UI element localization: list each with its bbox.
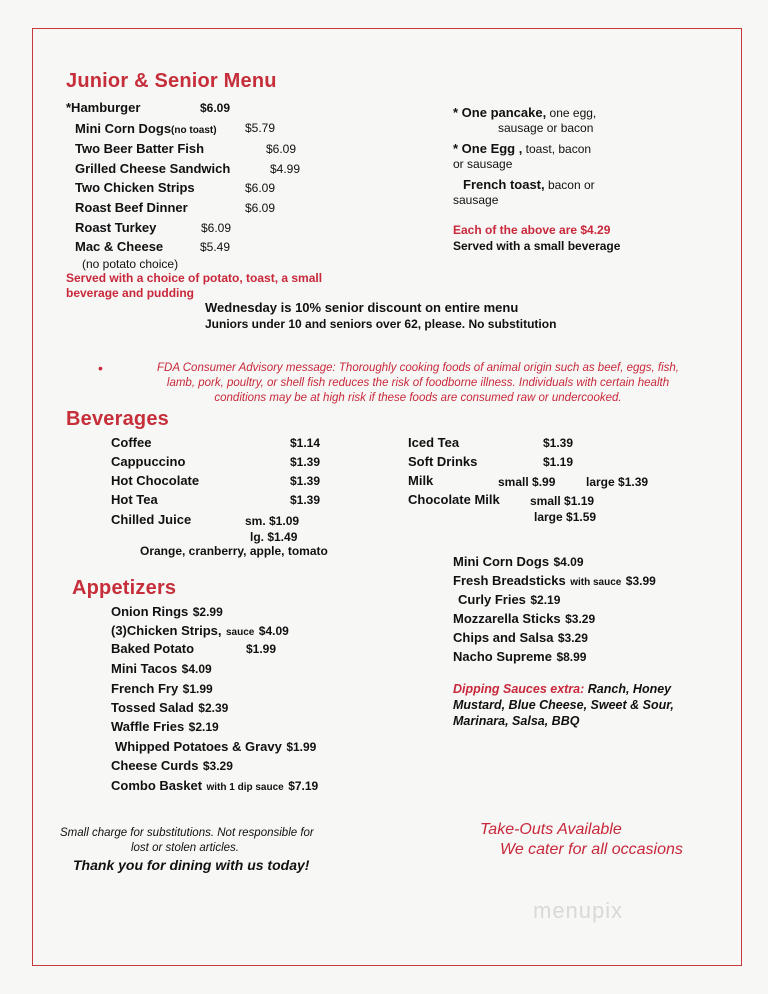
milk-large-price: large $1.39 — [586, 475, 649, 489]
menu-item: Mac & Cheese — [75, 239, 164, 254]
served-note-2: beverage and pudding — [66, 286, 195, 300]
appetizer-name: Curly Fries — [458, 592, 526, 607]
takeout-notice: Take-Outs Available — [480, 821, 622, 838]
menu-item-price: $6.09 — [200, 101, 231, 115]
dipping-sauces-list-1: Ranch, Honey — [584, 682, 672, 696]
dipping-sauces-label: Dipping Sauces extra: — [453, 682, 585, 696]
fda-bullet: • — [98, 360, 103, 376]
appetizer-price: $1.99 — [286, 740, 317, 754]
appetizer-name: (3)Chicken Strips, — [111, 623, 222, 638]
french-toast-name: French toast, — [463, 177, 545, 192]
appetizer-price: $3.29 — [557, 631, 588, 645]
appetizer-price: $7.19 — [288, 779, 319, 793]
substitution-note-2: lost or stolen articles. — [130, 842, 239, 854]
appetizer-item — [111, 680, 213, 698]
pancake-name: * One pancake, — [453, 105, 547, 120]
fda-line-1: FDA Consumer Advisory message: Thoroughly cooking foods of animal origin such as beef, eggs, fish, — [156, 362, 679, 374]
discount-line-1: Wednesday is 10% senior discount on entire menu — [205, 300, 519, 315]
menu-item-price: $6.09 — [201, 221, 232, 235]
iced-tea-price: $1.39 — [543, 436, 574, 450]
appetizer-name: Combo Basket — [111, 778, 203, 793]
appetizer-price: $4.09 — [181, 662, 212, 676]
appetizer-price: $2.39 — [198, 701, 229, 715]
juice-item: Chilled Juice — [111, 512, 192, 527]
mac-note: (no potato choice) — [82, 257, 179, 271]
appetizers-title: Appetizers — [72, 577, 177, 599]
served-note-1: Served with a choice of potato, toast, a small — [66, 271, 323, 285]
menu-item — [75, 120, 217, 138]
menu-item: *Hamburger — [66, 100, 141, 115]
beverage-price: $1.14 — [290, 436, 321, 450]
menu-item-price: $5.49 — [200, 240, 231, 254]
appetizer-item — [111, 660, 212, 678]
appetizer-name: Tossed Salad — [111, 700, 194, 715]
menu-item-price: $6.09 — [245, 201, 276, 215]
catering-notice: We cater for all occasions — [500, 841, 683, 858]
milk-small-price: small $.99 — [498, 475, 556, 489]
menu-item-note: (no toast) — [171, 125, 217, 136]
appetizer-price: $4.09 — [258, 624, 289, 638]
dipping-sauces-list-2: Mustard, Blue Cheese, Sweet & Sour, — [453, 698, 674, 712]
substitution-note-1: Small charge for substitutions. Not responsible for — [60, 827, 314, 839]
appetizer-price: $2.19 — [188, 720, 219, 734]
appetizer-note: sauce — [225, 627, 255, 638]
egg-desc: toast, bacon — [522, 142, 592, 156]
discount-line-2: Juniors under 10 and seniors over 62, please. No substitution — [205, 317, 557, 331]
right-appetizer-item — [453, 553, 584, 571]
right-appetizer-item — [453, 610, 595, 628]
appetizer-price: $1.99 — [246, 642, 277, 656]
thank-you: Thank you for dining with us today! — [73, 857, 310, 873]
chocolate-milk-small-price: small $1.19 — [530, 494, 595, 508]
fda-line-2: lamb, pork, poultry, or shell fish reduces the risk of foodborne illness. Individuals with certain health — [166, 377, 670, 389]
appetizer-name: Cheese Curds — [111, 758, 199, 773]
beverage-price: $1.39 — [290, 493, 321, 507]
substitution-note — [60, 826, 314, 856]
appetizer-item — [111, 622, 289, 640]
appetizer-item — [111, 603, 223, 621]
appetizer-item — [115, 738, 316, 756]
appetizer-item: Baked Potato — [111, 641, 195, 656]
soft-drinks-price: $1.19 — [543, 455, 574, 469]
menu-item: Grilled Cheese Sandwich — [75, 161, 231, 176]
appetizer-price: $1.99 — [182, 682, 213, 696]
appetizer-price: $3.99 — [625, 574, 656, 588]
juice-flavors: Orange, cranberry, apple, tomato — [140, 544, 328, 558]
egg-desc-2: or sausage — [453, 157, 513, 171]
appetizer-item — [111, 777, 318, 795]
iced-tea-item: Iced Tea — [408, 435, 460, 450]
chocolate-milk-item: Chocolate Milk — [408, 492, 500, 507]
dipping-sauces — [453, 682, 671, 696]
menu-item: Roast Beef Dinner — [75, 200, 188, 215]
right-appetizer-item — [453, 629, 588, 647]
beverage-price: $1.39 — [290, 474, 321, 488]
appetizer-name: Whipped Potatoes & Gravy — [115, 739, 282, 754]
menu-item: Roast Turkey — [75, 220, 157, 235]
menu-item: Two Beer Batter Fish — [75, 141, 205, 156]
beverages-title: Beverages — [66, 408, 169, 430]
fda-advisory — [118, 361, 718, 406]
appetizer-name: Fresh Breadsticks — [453, 573, 566, 588]
menu-item-price: $4.99 — [270, 162, 301, 176]
breakfast-price: Each of the above are $4.29 — [453, 223, 611, 237]
appetizer-item — [111, 757, 233, 775]
appetizer-price: $8.99 — [556, 650, 587, 664]
pancake-desc: one egg, — [546, 106, 597, 120]
menu-item-name: Mini Corn Dogs — [75, 121, 172, 136]
junior-senior-title: Junior & Senior Menu — [66, 70, 277, 92]
appetizer-item — [111, 699, 228, 717]
appetizer-name: Chips and Salsa — [453, 630, 554, 645]
dipping-sauces-list-3: Marinara, Salsa, BBQ — [453, 714, 580, 728]
appetizer-note: with 1 dip sauce — [206, 782, 284, 793]
appetizer-name: Mini Corn Dogs — [453, 554, 550, 569]
beverage-price: $1.39 — [290, 455, 321, 469]
right-appetizer-item — [453, 572, 656, 590]
chocolate-milk-large-price: large $1.59 — [534, 510, 597, 524]
beverage-item: Hot Chocolate — [111, 473, 200, 488]
soft-drinks-item: Soft Drinks — [408, 454, 478, 469]
appetizer-name: Onion Rings — [111, 604, 189, 619]
juice-small-price: sm. $1.09 — [245, 514, 300, 528]
appetizer-price: $3.29 — [565, 612, 596, 626]
pancake-item — [453, 104, 596, 122]
beverage-item: Coffee — [111, 435, 152, 450]
appetizer-price: $2.99 — [192, 605, 223, 619]
juice-large-price: lg. $1.49 — [250, 530, 298, 544]
appetizer-note: with sauce — [570, 577, 622, 588]
appetizer-name: French Fry — [111, 681, 179, 696]
appetizer-name: Nacho Supreme — [453, 649, 552, 664]
fda-line-3: conditions may be at high risk if these foods are consumed raw or undercooked. — [214, 392, 622, 404]
beverage-item: Cappuccino — [111, 454, 186, 469]
menu-item-price: $5.79 — [245, 121, 276, 135]
french-toast-desc: bacon or — [544, 178, 595, 192]
appetizer-name: Mini Tacos — [111, 661, 178, 676]
menu-item-price: $6.09 — [266, 142, 297, 156]
appetizer-price: $4.09 — [553, 555, 584, 569]
milk-item: Milk — [408, 473, 434, 488]
appetizer-price: $2.19 — [530, 593, 561, 607]
appetizer-price: $3.29 — [202, 759, 233, 773]
appetizer-name: Waffle Fries — [111, 719, 185, 734]
appetizer-item — [111, 718, 219, 736]
right-appetizer-item — [453, 648, 586, 666]
french-toast-item — [463, 176, 595, 194]
french-toast-desc-2: sausage — [453, 193, 499, 207]
beverage-item: Hot Tea — [111, 492, 158, 507]
menu-item-price: $6.09 — [245, 181, 276, 195]
menupix-watermark: menupix — [533, 898, 624, 923]
pancake-desc-2: sausage or bacon — [498, 121, 594, 135]
right-appetizer-item — [458, 591, 560, 609]
breakfast-served: Served with a small beverage — [453, 239, 621, 253]
egg-item — [453, 140, 591, 158]
egg-name: * One Egg , — [453, 141, 523, 156]
appetizer-name: Mozzarella Sticks — [453, 611, 561, 626]
menu-item: Two Chicken Strips — [75, 180, 195, 195]
